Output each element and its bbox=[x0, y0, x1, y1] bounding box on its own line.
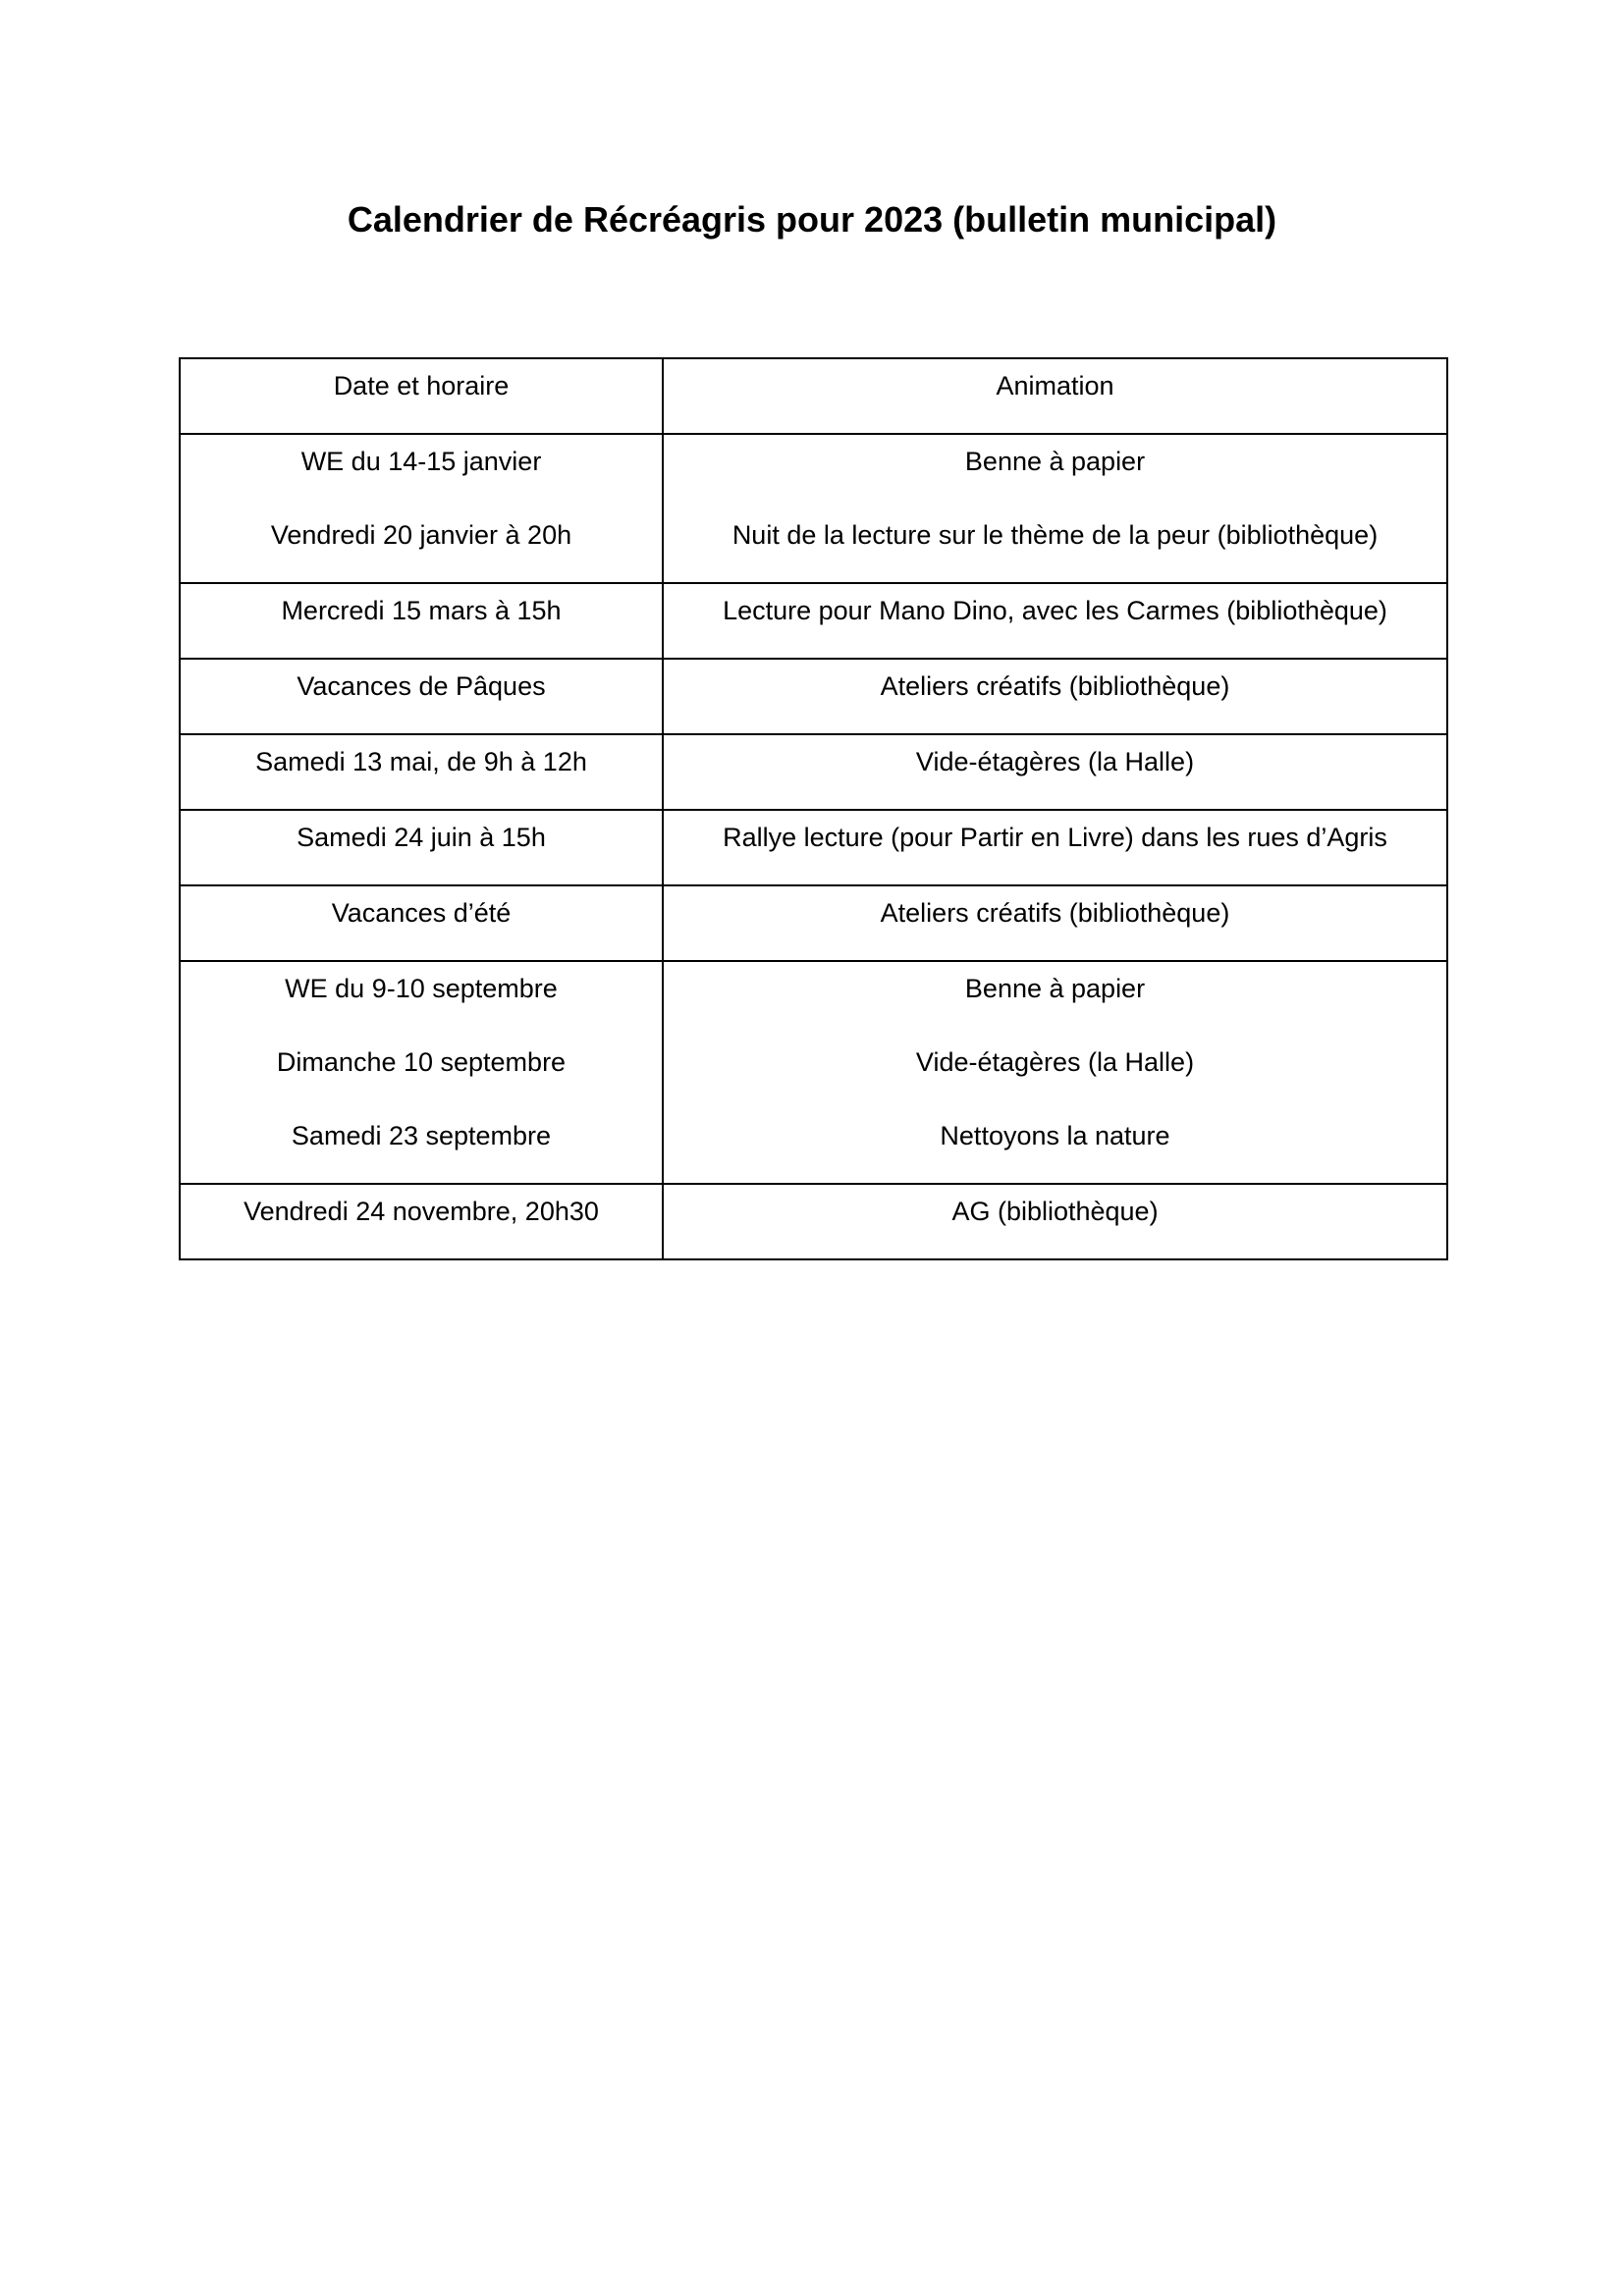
column-header-animation bbox=[663, 358, 1447, 434]
table-row bbox=[180, 434, 1447, 583]
animation-text: Nuit de la lecture sur le thème de la peur (bibliothèque) bbox=[731, 520, 1379, 550]
table-row bbox=[180, 1184, 1447, 1259]
table-row bbox=[180, 659, 1447, 734]
date-cell bbox=[180, 659, 663, 734]
animation-text: Benne à papier bbox=[964, 447, 1146, 476]
date-text: Vendredi 20 janvier à 20h bbox=[270, 520, 572, 550]
page-title: Calendrier de Récréagris pour 2023 (bulletin municipal) bbox=[347, 199, 1277, 240]
column-header-date bbox=[180, 358, 663, 434]
schedule-table bbox=[179, 357, 1448, 1260]
animation-cell bbox=[663, 810, 1447, 885]
date-text: Samedi 23 septembre bbox=[291, 1121, 552, 1150]
animation-text: Nettoyons la nature bbox=[940, 1121, 1170, 1150]
animation-text: Vide-étagères (la Halle) bbox=[915, 1047, 1195, 1077]
animation-cell bbox=[663, 1184, 1447, 1259]
date-text: WE du 9-10 septembre bbox=[285, 974, 558, 1003]
date-cell bbox=[180, 885, 663, 961]
animation-text: Lecture pour Mano Dino, avec les Carmes (bibliothèque) bbox=[723, 596, 1387, 625]
date-text: WE du 14-15 janvier bbox=[300, 447, 542, 476]
date-text: Samedi 24 juin à 15h bbox=[297, 823, 546, 852]
date-text: Vendredi 24 novembre, 20h30 bbox=[244, 1197, 599, 1226]
animation-cell bbox=[663, 659, 1447, 734]
date-text: Vacances de Pâques bbox=[297, 671, 546, 701]
date-text: Vacances d’été bbox=[331, 898, 512, 928]
header-label: Date et horaire bbox=[333, 371, 510, 400]
table-row bbox=[180, 810, 1447, 885]
animation-text: AG (bibliothèque) bbox=[951, 1197, 1159, 1226]
animation-text: Ateliers créatifs (bibliothèque) bbox=[880, 671, 1230, 701]
date-cell bbox=[180, 810, 663, 885]
animation-text: Benne à papier bbox=[964, 974, 1146, 1003]
table-row bbox=[180, 961, 1447, 1184]
table-header-row bbox=[180, 358, 1447, 434]
date-cell bbox=[180, 1184, 663, 1259]
date-text: Dimanche 10 septembre bbox=[276, 1047, 567, 1077]
animation-cell bbox=[663, 734, 1447, 810]
animation-cell bbox=[663, 434, 1447, 583]
table-row bbox=[180, 734, 1447, 810]
header-label: Animation bbox=[996, 371, 1114, 400]
table-row bbox=[180, 583, 1447, 659]
date-cell bbox=[180, 734, 663, 810]
animation-text: Vide-étagères (la Halle) bbox=[915, 747, 1195, 776]
animation-text: Rallye lecture (pour Partir en Livre) dans les rues d’Agris bbox=[723, 823, 1387, 852]
date-text: Mercredi 15 mars à 15h bbox=[281, 596, 562, 625]
date-cell bbox=[180, 961, 663, 1184]
table-row bbox=[180, 885, 1447, 961]
animation-cell bbox=[663, 961, 1447, 1184]
date-cell bbox=[180, 434, 663, 583]
animation-cell bbox=[663, 885, 1447, 961]
date-text: Samedi 13 mai, de 9h à 12h bbox=[255, 747, 587, 776]
animation-text: Ateliers créatifs (bibliothèque) bbox=[880, 898, 1230, 928]
date-cell bbox=[180, 583, 663, 659]
animation-cell bbox=[663, 583, 1447, 659]
